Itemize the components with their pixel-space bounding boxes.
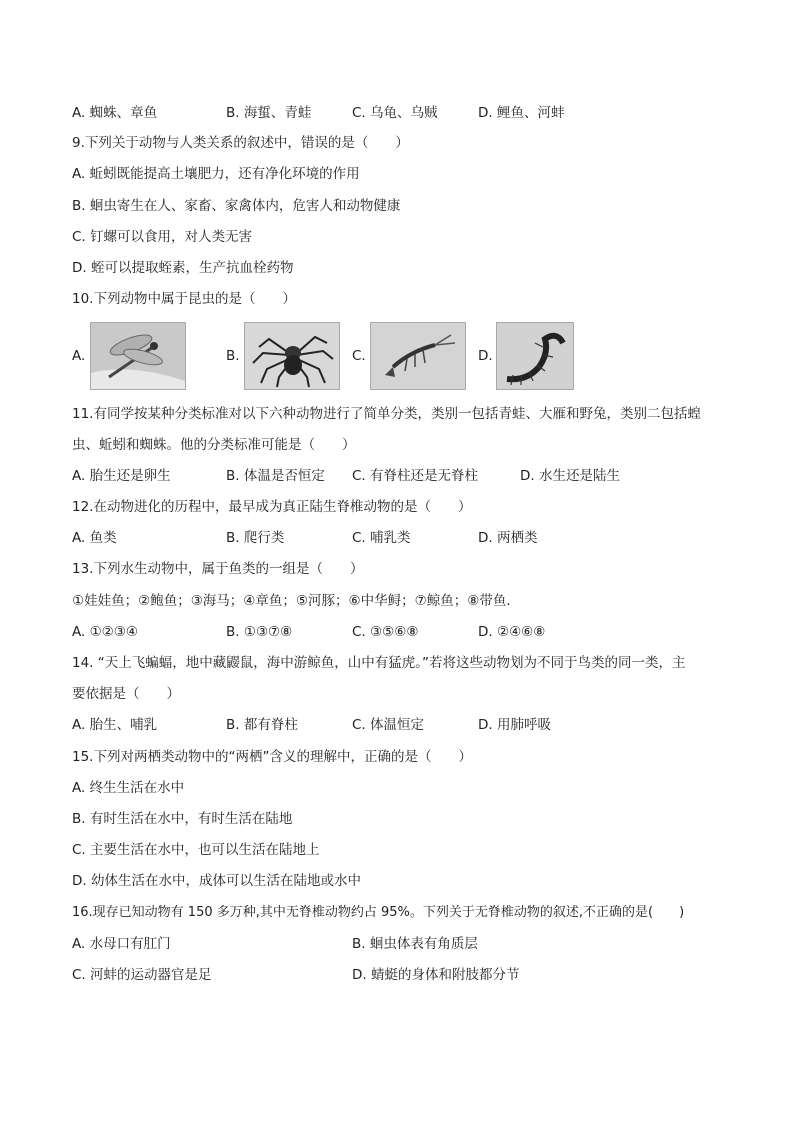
q11-stem-line1: 11.有同学按某种分类标准对以下六种动物进行了简单分类，类别一包括青蛙、大雁和野兔，类别二包括蝗 bbox=[72, 406, 701, 422]
q10-label-b: B. bbox=[226, 348, 240, 364]
centipede-image bbox=[496, 322, 574, 390]
q9-option-d: D. 蛭可以提取蛭素，生产抗血栓药物 bbox=[72, 260, 294, 276]
q10-stem: 10.下列动物中属于昆虫的是（ ） bbox=[72, 291, 296, 307]
spider-image bbox=[244, 322, 340, 390]
q8-option-b: B. 海蜇、青蛙 bbox=[226, 105, 312, 121]
q13-stem: 13.下列水生动物中，属于鱼类的一组是（ ） bbox=[72, 561, 364, 577]
q12-stem: 12.在动物进化的历程中，最早成为真正陆生脊椎动物的是（ ） bbox=[72, 499, 472, 515]
q13-option-d: D. ②④⑥⑧ bbox=[478, 624, 546, 640]
q12-option-a: A. 鱼类 bbox=[72, 530, 117, 546]
q15-option-b: B. 有时生活在水中，有时生活在陆地 bbox=[72, 811, 293, 827]
q10-label-d: D. bbox=[478, 348, 493, 364]
q15-option-c: C. 主要生活在水中，也可以生活在陆地上 bbox=[72, 842, 320, 858]
q12-option-d: D. 两栖类 bbox=[478, 530, 538, 546]
q16-stem: 16.现存已知动物有 150 多万种,其中无脊椎动物约占 95%。下列关于无脊椎动物的叙述,不正确的是( ) bbox=[72, 905, 685, 920]
q12-option-c: C. 哺乳类 bbox=[352, 530, 411, 546]
q16-option-b: B. 蛔虫体表有角质层 bbox=[352, 936, 478, 952]
q8-option-c: C. 乌龟、乌贼 bbox=[352, 105, 438, 121]
q16-option-c: C. 河蚌的运动器官是足 bbox=[72, 967, 212, 983]
q13-option-b: B. ①③⑦⑧ bbox=[226, 624, 293, 640]
q14-stem-line2: 要依据是（ ） bbox=[72, 686, 180, 702]
dragonfly-image bbox=[90, 322, 186, 390]
q12-option-b: B. 爬行类 bbox=[226, 530, 285, 546]
q8-option-a: A. 蜘蛛、章鱼 bbox=[72, 105, 158, 121]
q11-option-d: D. 水生还是陆生 bbox=[520, 468, 620, 484]
q14-option-d: D. 用肺呼吸 bbox=[478, 717, 551, 733]
shrimp-image bbox=[370, 322, 466, 390]
q15-stem: 15.下列对两栖类动物中的“两栖”含义的理解中，正确的是（ ） bbox=[72, 749, 472, 765]
q13-animal-list: ①娃娃鱼；②鲍鱼；③海马；④章鱼；⑤河豚；⑥中华鲟；⑦鲸鱼；⑧带鱼． bbox=[72, 593, 520, 609]
q14-option-a: A. 胎生、哺乳 bbox=[72, 717, 158, 733]
q8-option-d: D. 鲤鱼、河蚌 bbox=[478, 105, 565, 121]
q9-stem: 9.下列关于动物与人类关系的叙述中，错误的是（ ） bbox=[72, 135, 409, 151]
q10-label-c: C. bbox=[352, 348, 366, 364]
q13-option-c: C. ③⑤⑥⑧ bbox=[352, 624, 419, 640]
q9-option-b: B. 蛔虫寄生在人、家畜、家禽体内，危害人和动物健康 bbox=[72, 198, 401, 214]
q11-option-a: A. 胎生还是卵生 bbox=[72, 468, 171, 484]
q15-option-a: A. 终生生活在水中 bbox=[72, 780, 185, 796]
q9-option-c: C. 钉螺可以食用，对人类无害 bbox=[72, 229, 253, 245]
q11-option-c: C. 有脊柱还是无脊柱 bbox=[352, 468, 479, 484]
q14-option-b: B. 都有脊柱 bbox=[226, 717, 298, 733]
q11-stem-line2: 虫、蚯蚓和蜘蛛。他的分类标准可能是（ ） bbox=[72, 437, 356, 453]
q16-option-a: A. 水母口有肛门 bbox=[72, 936, 171, 952]
q10-label-a: A. bbox=[72, 348, 86, 364]
q13-option-a: A. ①②③④ bbox=[72, 624, 138, 640]
q11-option-b: B. 体温是否恒定 bbox=[226, 468, 325, 484]
q14-stem-line1: 14. “天上飞蝙蝠，地中藏鼹鼠，海中游鲸鱼，山中有猛虎。”若将这些动物划为不同于鸟类的同一类，主 bbox=[72, 655, 686, 671]
q9-option-a: A. 蚯蚓既能提高土壤肥力，还有净化环境的作用 bbox=[72, 166, 360, 182]
q16-option-d: D. 蜻蜓的身体和附肢都分节 bbox=[352, 967, 520, 983]
q15-option-d: D. 幼体生活在水中，成体可以生活在陆地或水中 bbox=[72, 873, 361, 889]
q14-option-c: C. 体温恒定 bbox=[352, 717, 425, 733]
